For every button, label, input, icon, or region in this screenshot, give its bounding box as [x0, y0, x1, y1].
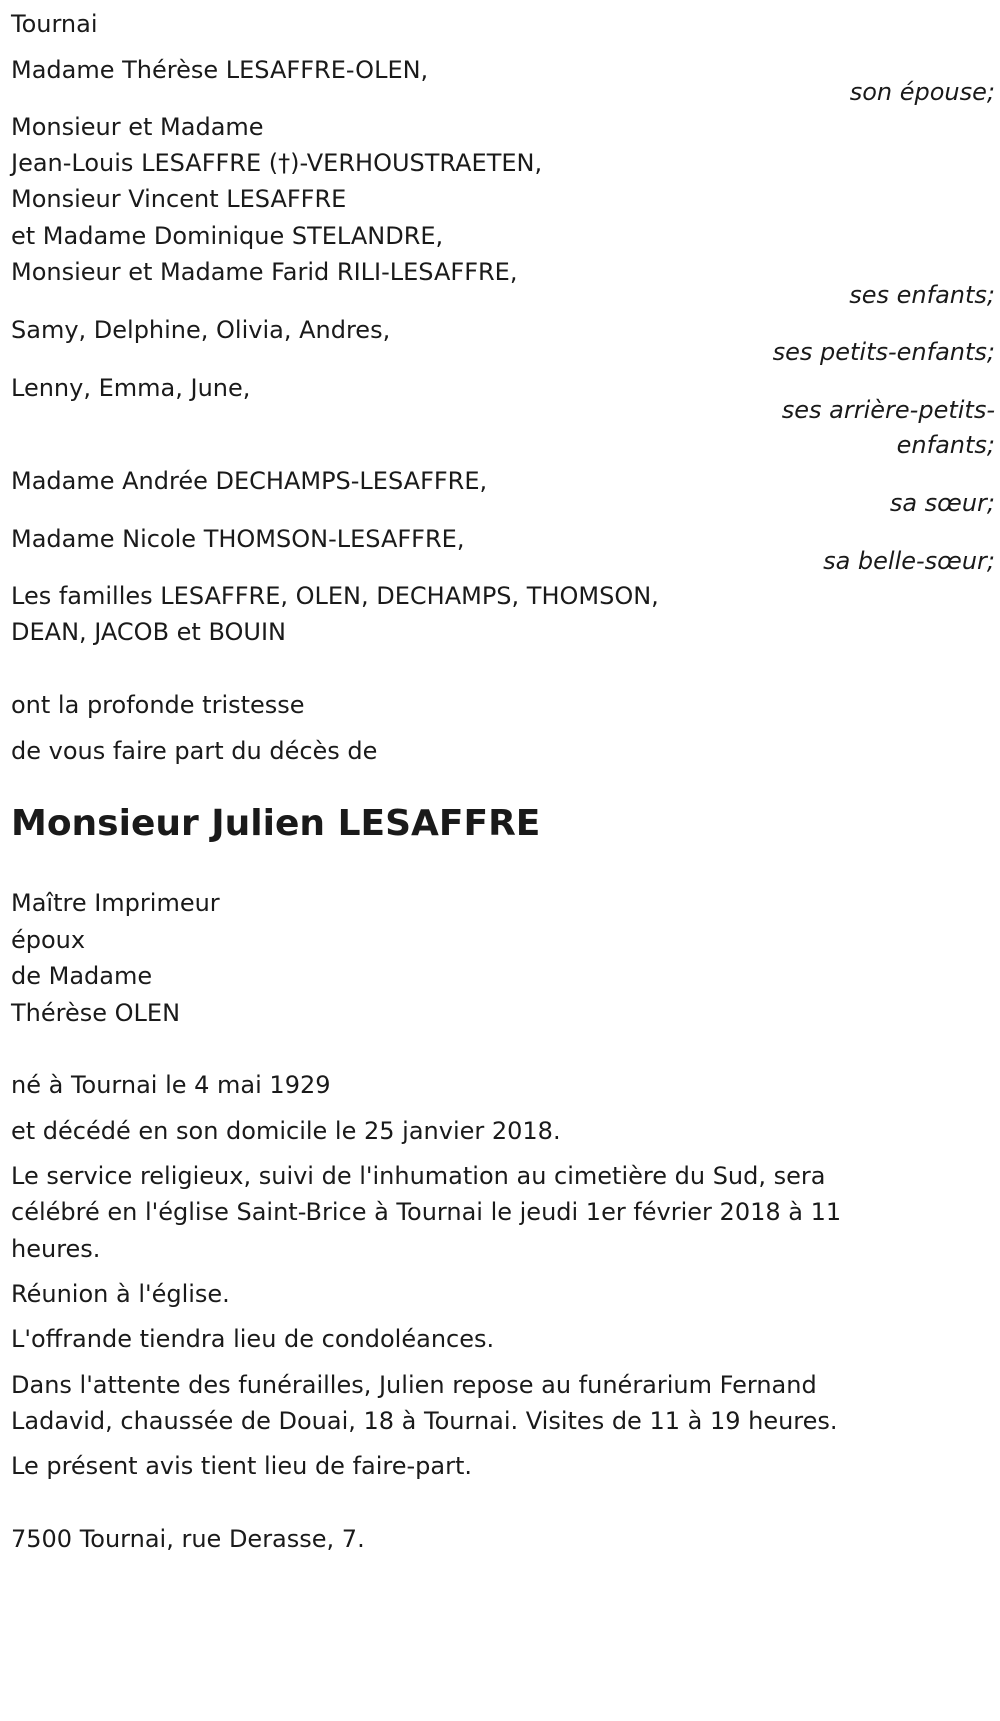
children-line-1: Monsieur et Madame: [11, 113, 264, 141]
children-line-3: Monsieur Vincent LESAFFRE: [11, 185, 347, 213]
families-line-1: Les familles LESAFFRE, OLEN, DECHAMPS, THOMSON,: [11, 582, 659, 610]
grandchildren-names: Samy, Delphine, Olivia, Andres,: [11, 316, 391, 344]
spouse-relation: son épouse;: [849, 78, 995, 106]
deceased-detail-4: Thérèse OLEN: [11, 999, 181, 1027]
sister-name: Madame Andrée DECHAMPS-LESAFFRE,: [11, 467, 488, 495]
meeting-line: Réunion à l'église.: [11, 1280, 230, 1308]
great-grandchildren-relation-1: ses arrière-petits-: [781, 396, 995, 424]
service-line-3: heures.: [11, 1235, 101, 1263]
service-line-1: Le service religieux, suivi de l'inhumation au cimetière du Sud, sera: [11, 1162, 826, 1190]
repose-line-2: Ladavid, chaussée de Douai, 18 à Tournai. Visites de 11 à 19 heures.: [11, 1407, 838, 1435]
sister-relation: sa sœur;: [889, 489, 995, 517]
service-line-2: célébré en l'église Saint-Brice à Tournai le jeudi 1er février 2018 à 11: [11, 1198, 842, 1226]
great-grandchildren-relation-2: enfants;: [896, 431, 995, 459]
announcement-line-2: de vous faire part du décès de: [11, 737, 378, 765]
sister-in-law-relation: sa belle-sœur;: [823, 547, 995, 575]
notice-line: Le présent avis tient lieu de faire-part.: [11, 1452, 473, 1480]
children-line-5: Monsieur et Madame Farid RILI-LESAFFRE,: [11, 258, 518, 286]
birth-line: né à Tournai le 4 mai 1929: [11, 1071, 331, 1099]
offering-line: L'offrande tiendra lieu de condoléances.: [11, 1325, 495, 1353]
deceased-detail-1: Maître Imprimeur: [11, 889, 220, 917]
great-grandchildren-names: Lenny, Emma, June,: [11, 374, 251, 402]
children-relation: ses enfants;: [849, 281, 995, 309]
header-city: Tournai: [11, 10, 98, 38]
children-line-4: et Madame Dominique STELANDRE,: [11, 222, 444, 250]
death-line: et décédé en son domicile le 25 janvier 2018.: [11, 1117, 561, 1145]
deceased-detail-3: de Madame: [11, 962, 153, 990]
address-line: 7500 Tournai, rue Derasse, 7.: [11, 1525, 365, 1553]
repose-line-1: Dans l'attente des funérailles, Julien repose au funérarium Fernand: [11, 1371, 817, 1399]
grandchildren-relation: ses petits-enfants;: [772, 338, 995, 366]
deceased-detail-2: époux: [11, 926, 86, 954]
families-line-2: DEAN, JACOB et BOUIN: [11, 618, 287, 646]
children-line-2: Jean-Louis LESAFFRE (†)-VERHOUSTRAETEN,: [11, 149, 543, 177]
deceased-name: Monsieur Julien LESAFFRE: [11, 803, 541, 844]
sister-in-law-name: Madame Nicole THOMSON-LESAFFRE,: [11, 525, 465, 553]
spouse-name: Madame Thérèse LESAFFRE-OLEN,: [11, 56, 429, 84]
announcement-line-1: ont la profonde tristesse: [11, 691, 305, 719]
